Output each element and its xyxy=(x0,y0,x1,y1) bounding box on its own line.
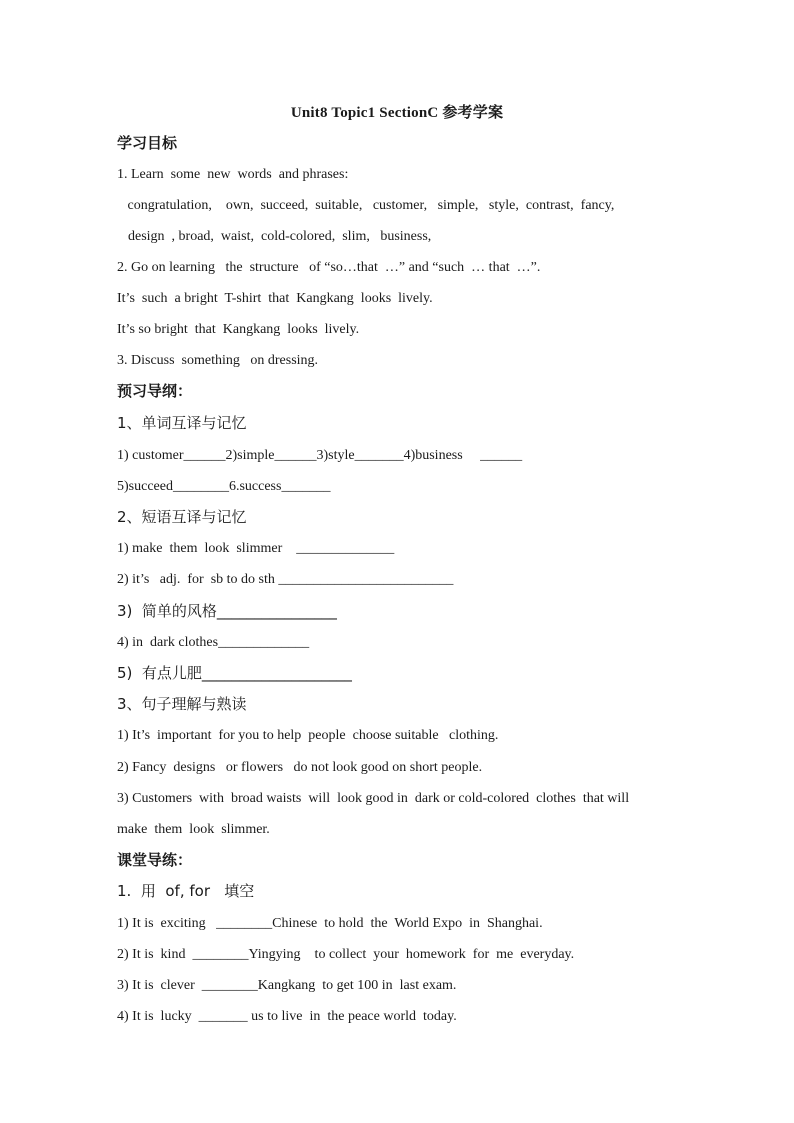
fill-blank-1: 1) It is exciting ________Chinese to hold the World Expo in Shanghai. xyxy=(117,916,543,931)
objective-2: 2. Go on learning the structure of “so…that …” and “such … that …”. xyxy=(117,260,541,275)
phrase-exercise-2: 2) it’s adj. for sb to do sth _________________________ xyxy=(117,572,454,587)
fill-blank-3: 3) It is clever ________Kangkang to get 100 in last exam. xyxy=(117,978,457,993)
phrase-exercise-3: 3) 简单的风格________________ xyxy=(117,602,337,620)
fill-blank-2: 2) It is kind ________Yingying to collect your homework for me everyday. xyxy=(117,947,575,962)
word-list-line-1: congratulation, own, succeed, suitable, customer, simple, style, contrast, fancy, xyxy=(117,198,615,213)
subheading-sentences: 3、句子理解与熟读 xyxy=(117,695,247,713)
section-heading-preview: 预习导纲： xyxy=(117,382,193,400)
phrase-exercise-4: 4) in dark clothes_____________ xyxy=(117,635,310,650)
word-exercise-1: 1) customer______2)simple______3)style_______4)business ______ xyxy=(117,448,523,463)
word-exercise-2: 5)succeed________6.success_______ xyxy=(117,479,331,494)
page-title: Unit8 Topic1 SectionC 参考学案 xyxy=(290,105,504,121)
subheading-words: 1、单词互译与记忆 xyxy=(117,414,247,432)
example-sentence-1: It’s such a bright T-shirt that Kangkang looks lively. xyxy=(117,291,433,306)
section-heading-classwork: 课堂导练： xyxy=(117,851,193,869)
sentence-1: 1) It’s important for you to help people choose suitable clothing. xyxy=(117,728,499,743)
fill-blank-4: 4) It is lucky _______ us to live in the peace world today. xyxy=(117,1009,457,1024)
phrase-exercise-5: 5) 有点儿肥____________________ xyxy=(117,664,352,682)
sentence-3: 3) Customers with broad waists will look good in dark or cold-colored clothes that will xyxy=(117,791,630,806)
objective-3: 3. Discuss something on dressing. xyxy=(117,353,319,368)
exercise-instruction: 1. 用 of, for 填空 xyxy=(117,882,255,900)
subheading-phrases: 2、短语互译与记忆 xyxy=(117,508,247,526)
sentence-3-continued: make them look slimmer. xyxy=(117,822,270,837)
sentence-2: 2) Fancy designs or flowers do not look good on short people. xyxy=(117,760,483,775)
word-list-line-2: design , broad, waist, cold-colored, slim, business, xyxy=(128,229,432,244)
example-sentence-2: It’s so bright that Kangkang looks lively. xyxy=(117,322,360,337)
section-heading-objectives: 学习目标 xyxy=(117,134,178,152)
phrase-exercise-1: 1) make them look slimmer ______________ xyxy=(117,541,395,556)
objective-1: 1. Learn some new words and phrases: xyxy=(117,167,349,182)
